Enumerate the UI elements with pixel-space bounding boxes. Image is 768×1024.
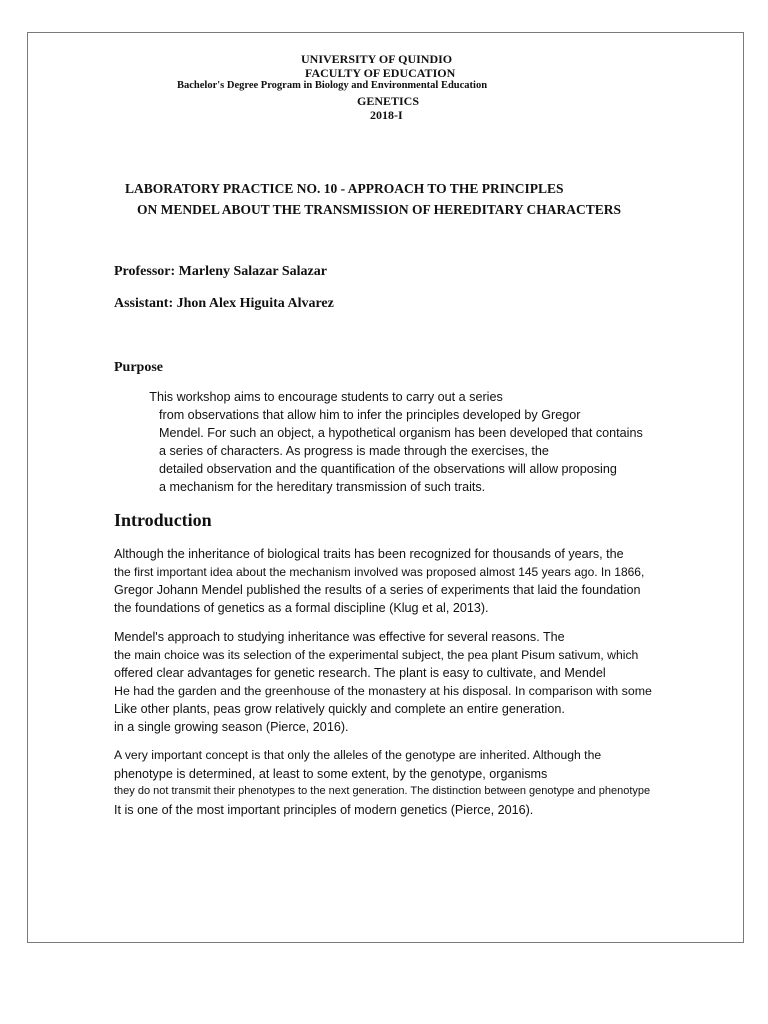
faculty-name: FACULTY OF EDUCATION <box>305 66 456 80</box>
program-name: Bachelor's Degree Program in Biology and Environmental Education <box>177 80 488 91</box>
purpose-list-item <box>136 388 503 406</box>
intro-p2-line: Mendel's approach to studying inheritance was effective for several reasons. The <box>114 630 565 644</box>
intro-p2-line: in a single growing season (Pierce, 2016). <box>114 720 349 734</box>
purpose-line: detailed observation and the quantification of the observations will allow proposing <box>159 462 617 476</box>
professor-line: Professor: Marleny Salazar Salazar <box>114 264 327 279</box>
purpose-line: Mendel. For such an object, a hypothetical organism has been developed that contains <box>159 426 643 440</box>
intro-p1-line: Gregor Johann Mendel published the results of a series of experiments that laid the foundation <box>114 583 641 597</box>
purpose-line: a mechanism for the hereditary transmission of such traits. <box>159 480 486 494</box>
term: 2018-I <box>370 108 403 122</box>
intro-p2-line: He had the garden and the greenhouse of the monastery at his disposal. In comparison with some <box>114 684 652 698</box>
intro-p3-line: A very important concept is that only the alleles of the genotype are inherited. Although the <box>114 748 602 762</box>
document-title-line-2: ON MENDEL ABOUT THE TRANSMISSION OF HEREDITARY CHARACTERS <box>137 202 621 217</box>
purpose-line: This workshop aims to encourage students to carry out a series <box>149 390 503 404</box>
introduction-heading: Introduction <box>114 510 212 530</box>
intro-p2-line: offered clear advantages for genetic research. The plant is easy to cultivate, and Mendel <box>114 666 606 680</box>
intro-p3-line: phenotype is determined, at least to some extent, by the genotype, organisms <box>114 767 548 781</box>
university-name: UNIVERSITY OF QUINDIO <box>301 52 453 66</box>
course-name: GENETICS <box>357 94 420 108</box>
purpose-line: from observations that allow him to infer the principles developed by Gregor <box>159 408 581 422</box>
intro-p3-line: It is one of the most important principles of modern genetics (Pierce, 2016). <box>114 803 534 817</box>
document-title-line-1: LABORATORY PRACTICE NO. 10 - APPROACH TO THE PRINCIPLES <box>125 181 564 196</box>
intro-p1-line: the foundations of genetics as a formal discipline (Klug et al, 2013). <box>114 601 489 615</box>
assistant-line: Assistant: Jhon Alex Higuita Alvarez <box>114 296 334 311</box>
intro-p2-line: the main choice was its selection of the experimental subject, the pea plant Pisum sativum, which <box>114 648 639 662</box>
intro-p2-line: Like other plants, peas grow relatively quickly and complete an entire generation. <box>114 702 565 716</box>
purpose-line: a series of characters. As progress is made through the exercises, the <box>159 444 549 458</box>
intro-p1-line: the first important idea about the mechanism involved was proposed almost 145 years ago. In 1866, <box>114 565 645 579</box>
intro-p3-line: they do not transmit their phenotypes to the next generation. The distinction between genotype and phenotype <box>114 785 651 797</box>
purpose-heading: Purpose <box>114 360 163 375</box>
intro-p1-line: Although the inheritance of biological traits has been recognized for thousands of years, the <box>114 547 624 561</box>
